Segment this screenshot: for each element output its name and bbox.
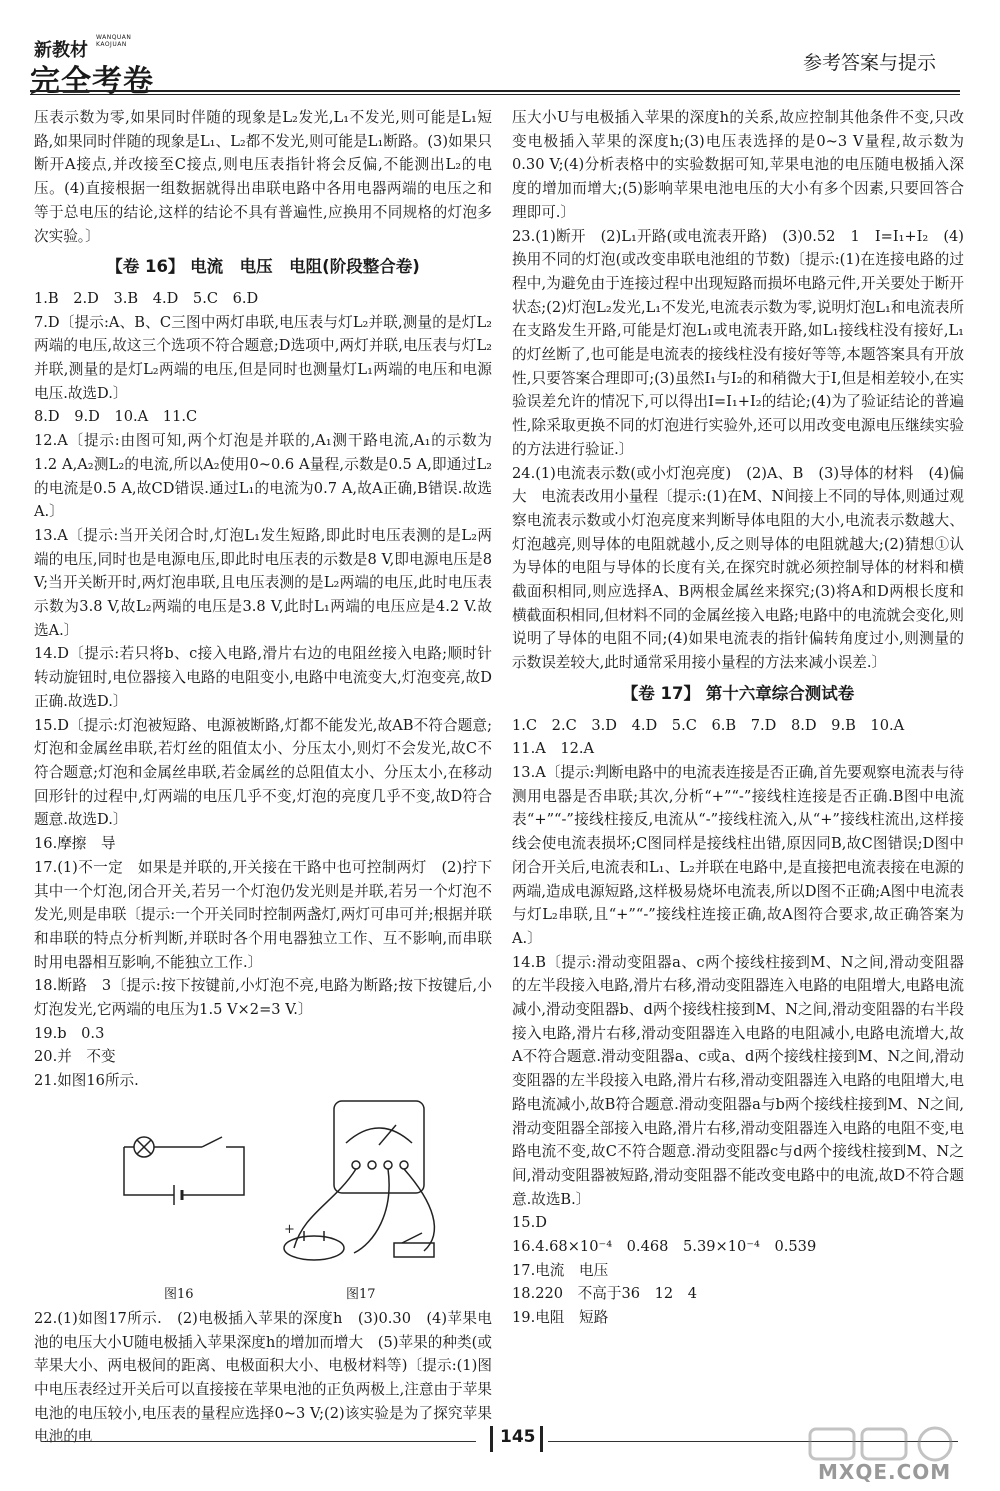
apple-battery-fig17 (274, 1093, 464, 1278)
brand-title: 完全考卷 (30, 64, 154, 99)
answer-b17: 17.电流 电压 (512, 1261, 609, 1279)
answer-17: 17.(1)不一定 如果是并联的,开关接在干路中也可控制两灯 (2)拧下其中一个灯泡,闭合开关,若另一个灯泡仍发光则是并联,若另一个灯泡不发光,则是串联〔提示:一个开关同时控制两盏灯,两灯可串可并;根据并联和串联的特点分析判断,并联时各个用电器独立工作、互不影响,而串联时用电器相互影响,不能独立工作.〕 (34, 858, 492, 971)
header-divider-thin (30, 94, 960, 95)
answer-12: 12.A〔提示:由图可知,两个灯泡是并联的,A₁测干路电流,A₁的示数为1.2 A,A₂测L₂的电流,所以A₂使用0~0.6 A量程,示数是0.5 A,即通过L₂的电流是0.5 A,故CD错误.通过L₁的电流为0.7 A,故A正确,B错误.故选A.〕 (34, 432, 492, 521)
answer-b19: 19.电阻 短路 (512, 1309, 609, 1327)
answer-23: 23.(1)断开 (2)L₁开路(或电流表开路) (3)0.52 1 I=I₁+I₂ (4)换用不同的灯泡(或改变串联电池组的节数)〔提示:(1)在连接电路的过程中,为避免由于连接过程中出现短路而损坏电路元件,开关要处于断开状态;(2)灯泡L₂发光,L₁不发光,电流表示数为零,说明灯泡L₁和电流表所在支路发生开路,可能是灯泡L₁或电流表开路,如L₁接线柱没有接好,L₁的灯丝断了,也可能是电流表的接线柱没有接好等等,本题答案具有开放性,只要答案合理即可;(3)虽然I₁与I₂的和稍微大于I,但是相差较小,在实验误差允许的情况下,可以得出I=I₁+I₂的结论;(4)为了验证结论的普遍性,除采取更换不同的灯泡进行实验外,还可以用改变电源电压继续实验的方法进行验证.〕 (512, 227, 964, 458)
answer-b1-10: 1.C 2.C 3.D 4.D 5.C 6.B 7.D 8.D 9.B 10.A (512, 716, 905, 734)
answer-13: 13.A〔提示:当开关闭合时,灯泡L₁发生短路,即此时电压表测的是L₂两端的电压,同时也是电源电压,即此时电压表的示数是8 V,即电源电压是8 V;当开关断开时,两灯泡串联,且电压表测的是L₂两端的电压,此时电压表示数为3.8 V,故L₂两端的电压是3.8 V,此时L₁两端的电压应是4.2 V.故选A.〕 (34, 526, 492, 639)
answer-continuation: 压表示数为零,如果同时伴随的现象是L₂发光,L₁不发光,则可能是L₁短路,如果同时伴随的现象是L₁、L₂都不发光,则可能是L₁断路。(3)如果只断开A接点,并改接至C接点,则电压表指针将会反偏,不能测出L₂的电压。(4)直接根据一组数据就得出串联电路中各用电器两端的电压之和等于总电压的结论,这样的结论不具有普遍性,应换用不同规格的灯泡多次实验。〕 (34, 109, 492, 245)
watermark-text: MXQE.COM (818, 1460, 952, 1484)
answer-19: 19.b 0.3 (34, 1024, 105, 1042)
answer-1-6: 1.B 2.D 3.B 4.D 5.C 6.D (34, 289, 259, 307)
answer-14: 14.D〔提示:若只将b、c接入电路,滑片右边的电阻丝接入电路;顺时针转动旋钮时,电位器接入电路的电阻变小,电路中电流变大,灯泡变亮,故D正确.故选D.〕 (34, 645, 492, 710)
answer-b18: 18.220 不高于36 12 4 (512, 1285, 698, 1303)
svg-text:+: + (284, 1221, 295, 1237)
answer-b14: 14.B〔提示:滑动变阻器a、c两个接线柱接到M、N之间,滑动变阻器的左半段接入电路,滑片右移,滑动变阻器连入电路的电阻增大,电路电流减小,滑动变阻器b、d两个接线柱接到M、N之间,滑动变阻器的右半段接入电路,滑片右移,滑动变阻器连入电路的电阻减小,电路电流增大,故A不符合题意.滑动变阻器a、c或a、d两个接线柱接到M、N之间,滑动变阻器的左半段接入电路,滑片右移,滑动变阻器连入电路的电阻增大,电路电流减小,故B符合题意.滑动变阻器a与b两个接线柱接到M、N之间,滑动变阻器全部接入电路,滑片右移,滑动变阻器连入电路的电阻不变,电路电流不变,故C不符合题意.滑动变阻器c与d两个接线柱接到M、N之间,滑动变阻器被短路,滑动变阻器不能改变电路中的电流,故D不符合题意.故选B.〕 (512, 953, 964, 1208)
footer-bar-right (540, 1426, 543, 1452)
header-section-title: 参考答案与提示 (802, 52, 936, 74)
answer-24: 24.(1)电流表示数(或小灯泡亮度) (2)A、B (3)导体的材料 (4)偏大 电流表改用小量程〔提示:(1)在M、N间接上不同的导体,则通过观察电流表示数或小灯泡亮度来判断导体电阻的大小,电流表示数越大、灯泡越亮,则导体的电阻就越小,反之则导体的电阻就越大;(2)猜想①认为导体的电阻与导体的长度有关,在探究时就必须控制导体的材料和横截面积相同,则应选择A、B两根金属丝来探究;(3)将A和D两根长度和横截面积相同,但材料不同的金属丝接入电路;电路中的电流就会变化,则说明了导体的电阻不同;(4)如果电流表的指针偏转角度过小,则测量的示数误差较大,此时通常采用接小量程的方法来减小误差.〕 (512, 464, 965, 672)
answer-22-continuation: 压大小U与电极插入苹果的深度h的关系,故应控制其他条件不变,只改变电极插入苹果的深度h;(3)电压表选择的是0~3 V量程,故示数为0.30 V;(4)分析表格中的实验数据可知,苹果电池的电压随电极插入深度的增加而增大;(5)影响苹果电池电压的大小有多个因素,只要回答合理即可.〕 (512, 109, 964, 221)
answer-18: 18.断路 3〔提示:按下按键前,小灯泡不亮,电路为断路;按下按键后,小灯泡发光,它两端的电压为1.5 V×2=3 V.〕 (34, 977, 492, 1019)
right-column (512, 106, 964, 1330)
answer-b15: 15.D (512, 1214, 547, 1232)
answer-b16: 16.4.68×10⁻⁴ 0.468 5.39×10⁻⁴ 0.539 (512, 1238, 817, 1256)
section-heading-16: 【卷 16】 电流 电压 电阻(阶段整合卷) (106, 257, 420, 277)
answer-7: 7.D〔提示:A、B、C三图中两灯串联,电压表与灯L₂并联,测量的是灯L₂两端的电压,故这三个选项不符合题意;D选项中,两灯并联,电压表与灯L₂并联,测量的是灯L₂两端的电压,但是同时也测量灯L₁两端的电压和电源电压.故选D.〕 (34, 313, 492, 402)
answer-b11-12: 11.A 12.A (512, 740, 595, 758)
answer-8-11: 8.D 9.D 10.A 11.C (34, 408, 198, 426)
answer-15: 15.D〔提示:灯泡被短路、电源被断路,灯都不能发光,故AB不符合题意;灯泡和金属丝串联,若灯丝的阻值太小、分压太小,则灯不会发光,故C不符合题意;灯泡和金属丝串联,若金属丝的总阻值太小、分压太小,在移动回形针的过程中,灯两端的电压几乎不变,灯泡的亮度几乎不变,故D符合题意.故选D.〕 (34, 716, 492, 829)
brand-subtitle: 新教材 (34, 40, 88, 61)
answer-b13: 13.A〔提示:判断电路中的电流表连接是否正确,首先要观察电流表与待测用电器是否串联;其次,分析“+”“-”接线柱连接是否正确.B图中电流表“+”“-”接线柱接反,电流从“-”接线柱流入,从“+”接线柱流出,这样接线会使电流表损坏;C图同样是接线柱出错,原因同B,故C图错误;D图中闭合开关后,电流表和L₁、L₂并联在电路中,是直接把电流表接在电源的两端,造成电源短路,这样极易烧坏电流表,所以D图不正确;A图中电流表与灯L₂串联,且“+”“-”接线柱连接正确,故A图符合要求,故正确答案为A.〕 (512, 763, 964, 947)
figure-area (34, 1093, 492, 1307)
brand-en-line1: WANQUAN (96, 34, 132, 41)
answer-22: 22.(1)如图17所示. (2)电极插入苹果的深度h (3)0.30 (4)苹果电池的电压大小U随电极插入苹果深度h的增加而增大 (5)苹果的种类(或苹果大小、两电极间的距离、电极面积大小、电极材料等)〔提示:(1)图中电压表经过开关后可以直接接在苹果电池的正负两极上,注意由于苹果电池的电压较小,电压表的量程应选择0~3 V;(2)该实验是为了探究苹果电池的电 (34, 1309, 492, 1446)
left-column (34, 106, 492, 1449)
section-heading-17: 【卷 17】 第十六章综合测试卷 (621, 683, 855, 703)
brand-en-line2: KAOJUAN (96, 41, 127, 48)
figure-17-caption: 图17 (346, 1286, 376, 1302)
figure-16-caption: 图16 (164, 1286, 194, 1302)
circuit-diagram-fig16 (114, 1107, 264, 1207)
footer-bar-left (490, 1426, 493, 1452)
answer-16: 16.摩擦 导 (34, 835, 116, 853)
header-divider (30, 90, 960, 92)
answer-21: 21.如图16所示. (34, 1072, 139, 1090)
brand-english (96, 34, 131, 48)
answer-20: 20.并 不变 (34, 1048, 116, 1066)
page-header (0, 0, 1000, 99)
footer-rule-left (46, 1441, 476, 1442)
page-number: 145 (500, 1427, 536, 1447)
